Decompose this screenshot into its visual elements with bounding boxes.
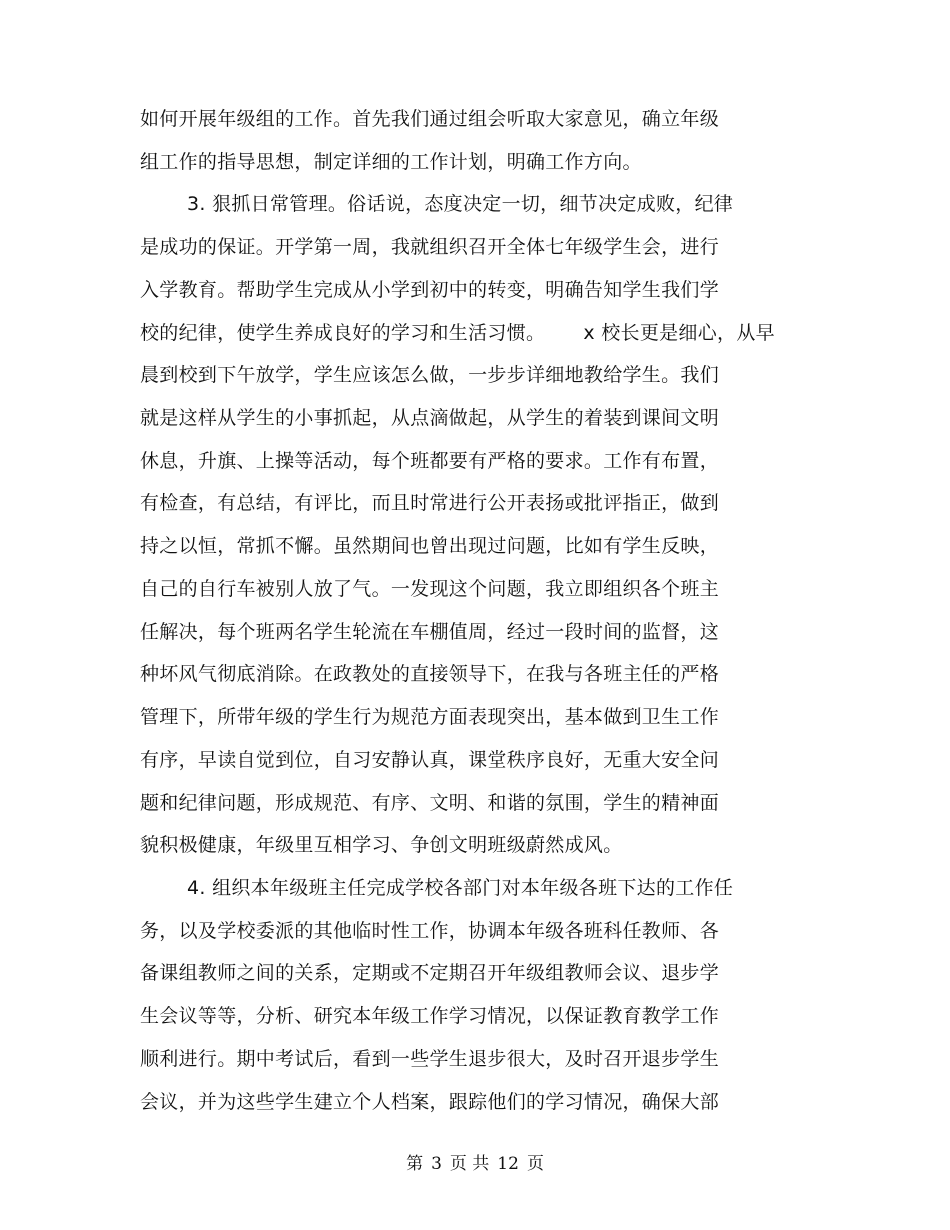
footer-prefix: 第 xyxy=(406,1154,424,1174)
text-line: 4. 组织本年级班主任完成学校各部门对本年级各班下达的工作任 xyxy=(187,877,734,899)
text-line: 是成功的保证。开学第一周，我就组织召开全体七年级学生会，进行 xyxy=(140,236,720,258)
text-line: 3. 狠抓日常管理。俗话说，态度决定一切，细节决定成败，纪律 xyxy=(187,193,734,215)
text-line: 务，以及学校委派的其他临时性工作，协调本年级各班科任教师、各 xyxy=(140,920,720,942)
page-footer xyxy=(0,1153,950,1175)
text-line: 种坏风气彻底消除。在政教处的直接领导下，在我与各班主任的严格 xyxy=(140,663,720,685)
text-line: 有检查，有总结，有评比，而且时常进行公开表扬或批评指正，做到 xyxy=(140,492,720,514)
text-line: 就是这样从学生的小事抓起，从点滴做起，从学生的着装到课间文明 xyxy=(140,407,720,429)
page-total-number: 12 xyxy=(497,1154,519,1174)
text-line: 休息，升旗、上操等活动，每个班都要有严格的要求。工作有布置， xyxy=(140,450,720,472)
text-line: 持之以恒，常抓不懈。虽然期间也曾出现过问题，比如有学生反映， xyxy=(140,535,720,557)
text-line: 如何开展年级组的工作。首先我们通过组会听取大家意见，确立年级 xyxy=(140,108,720,130)
text-line: 晨到校到下午放学，学生应该怎么做，一步步详细地教给学生。我们 xyxy=(140,364,720,386)
text-line: 生会议等等，分析、研究本年级工作学习情况，以保证教育教学工作 xyxy=(140,1005,720,1027)
text-line: 有序，早读自觉到位，自习安静认真，课堂秩序良好，无重大安全问 xyxy=(140,749,720,771)
text-line: 顺利进行。期中考试后，看到一些学生退步很大，及时召开退步学生 xyxy=(140,1048,720,1070)
text-line: 会议，并为这些学生建立个人档案，跟踪他们的学习情况，确保大部 xyxy=(140,1091,720,1113)
text-line: 自己的自行车被别人放了气。一发现这个问题，我立即组织各个班主 xyxy=(140,578,720,600)
text-line: 入学教育。帮助学生完成从小学到初中的转变，明确告知学生我们学 xyxy=(140,279,720,301)
page-current-number: 3 xyxy=(431,1154,442,1174)
text-line: 任解决，每个班两名学生轮流在车棚值周，经过一段时间的监督，这 xyxy=(140,621,720,643)
footer-suffix: 页 xyxy=(526,1154,544,1174)
text-line: 组工作的指导思想，制定详细的工作计划，明确工作方向。 xyxy=(140,151,642,173)
text-line: 管理下，所带年级的学生行为规范方面表现突出，基本做到卫生工作 xyxy=(140,706,720,728)
text-line: 题和纪律问题，形成规范、有序、文明、和谐的氛围，学生的精神面 xyxy=(140,792,720,814)
text-line: 校的纪律，使学生养成良好的学习和生活习惯。 x 校长更是细心，从早 xyxy=(140,322,775,344)
footer-middle: 页 共 xyxy=(449,1154,490,1174)
text-line: 貌积极健康，年级里互相学习、争创文明班级蔚然成风。 xyxy=(140,834,623,856)
text-line: 备课组教师之间的关系，定期或不定期召开年级组教师会议、退步学 xyxy=(140,962,720,984)
